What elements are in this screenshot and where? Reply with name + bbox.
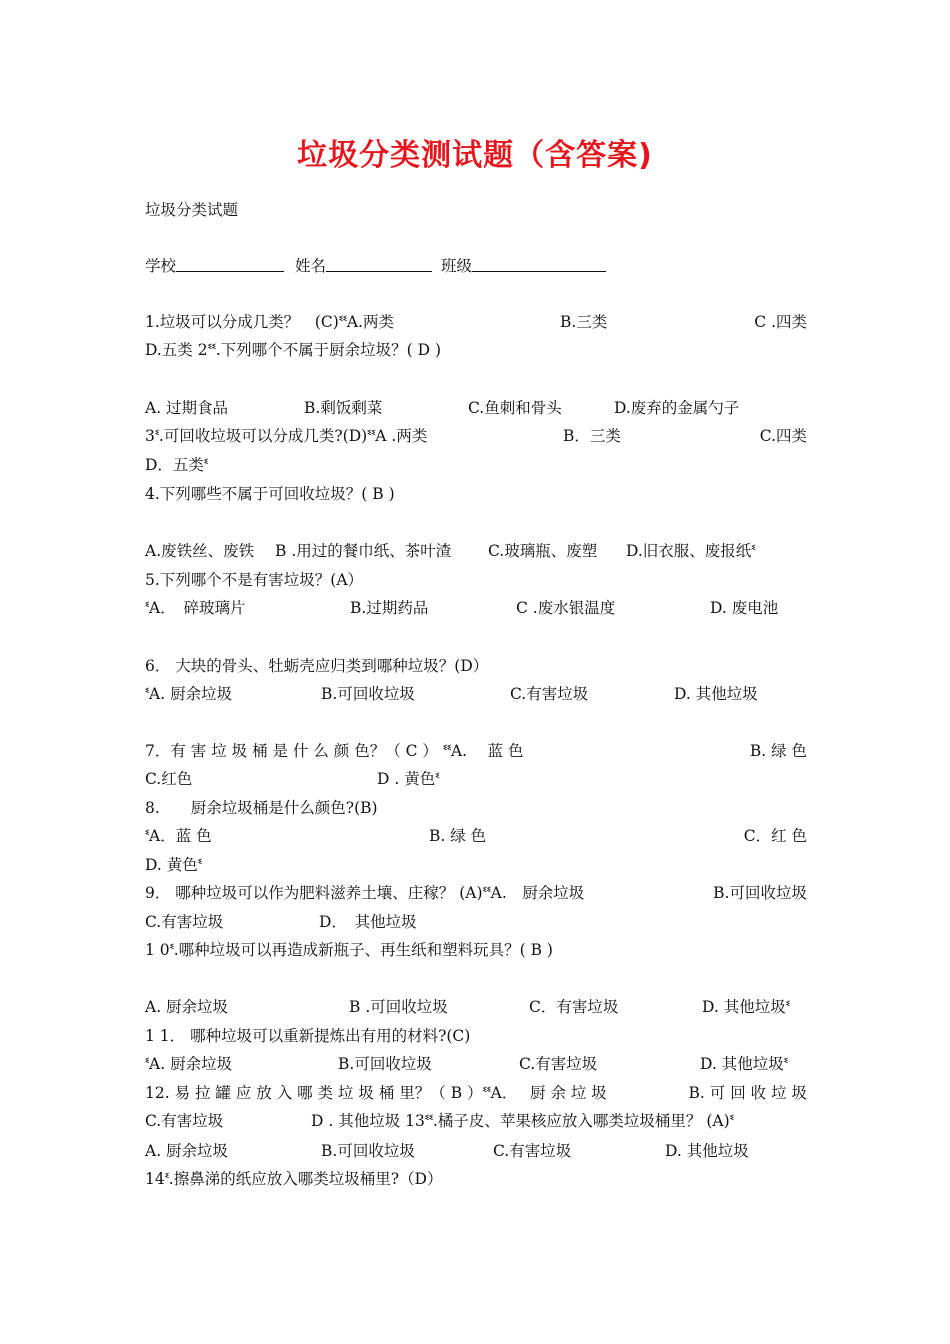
question-line: 1 0ᓫ.哪种垃圾可以再造成新瓶子、再生纸和塑料玩具？( B ) xyxy=(145,941,553,959)
options-line: C.有害垃圾 D． 其他垃圾 xyxy=(145,913,417,931)
options-line: ᓫA. 厨余垃圾 B.可回收垃圾 C.有害垃圾 D. 其他垃圾ᓫ xyxy=(145,1055,788,1073)
question-line: 7．有 害 垃 圾 桶 是 什 么 颜 色？（ C ） ᓫᓫA. 蓝 色 B. 绿 色 xyxy=(145,742,807,760)
school-blank xyxy=(176,255,284,272)
class-label: 班级 xyxy=(441,257,473,275)
question-line: C.有害垃圾 D . 其他垃圾 13ᓫᓫ.橘子皮、苹果核应放入哪类垃圾桶里？ (A)ᓫ xyxy=(145,1112,734,1130)
question-line: 8. 厨余垃圾桶是什么颜色?(B) xyxy=(145,799,378,817)
options-line: ᓫA． 碎玻璃片 B.过期药品 C .废水银温度 D. 废电池 xyxy=(145,599,779,617)
question-line: 3ᓫ.可回收垃圾可以分成几类?(D)ᓫᓫA .两类 B．三类 C.四类 xyxy=(145,427,807,445)
options-line: ᓫA. 厨余垃圾 B.可回收垃圾 C.有害垃圾 D. 其他垃圾 xyxy=(145,685,758,703)
question-line: 14ᓫ.擦鼻涕的纸应放入哪类垃圾桶里?（D） xyxy=(145,1170,443,1188)
question-line: 4.下列哪些不属于可回收垃圾？( B ) xyxy=(145,485,395,503)
school-label: 学校 xyxy=(145,257,177,275)
options-line: ᓫA．蓝 色 B. 绿 色 C．红 色 xyxy=(145,827,807,845)
subtitle: 垃圾分类试题 xyxy=(145,201,239,219)
question-line: 6． 大块的骨头、牡蛎壳应归类到哪种垃圾？(D） xyxy=(145,657,489,675)
options-line: A. 厨余垃圾 B .可回收垃圾 C．有害垃圾 D. 其他垃圾ᓫ xyxy=(145,998,790,1016)
options-line: A. 厨余垃圾 B.可回收垃圾 C.有害垃圾 D. 其他垃圾 xyxy=(145,1142,749,1160)
question-line: 1 1． 哪种垃圾可以重新提炼出有用的材料?(C) xyxy=(145,1027,471,1045)
question-line: D.五类 2ᓫᓫ.下列哪个不属于厨余垃圾？( D ) xyxy=(145,341,442,359)
options-line: A.废铁丝、废铁 B .用过的餐巾纸、茶叶渣 C.玻璃瓶、废塑 D.旧衣服、废报纸ᓫ xyxy=(145,542,756,560)
header-fields xyxy=(145,255,807,277)
question-line: 12. 易 拉 罐 应 放 入 哪 类 垃 圾 桶 里？（ B ）ᓫᓫA． 厨 余 垃 圾 B. 可 回 收 垃 圾 xyxy=(145,1084,807,1102)
name-blank xyxy=(326,255,432,272)
question-line: 1.垃圾可以分成几类？ (C)ᓫᓫA.两类 B.三类 C .四类 xyxy=(145,313,807,331)
class-blank xyxy=(472,255,606,272)
question-line: 9． 哪种垃圾可以作为肥料滋养土壤、庄稼？ (A)ᓫᓫA. 厨余垃圾 B.可回收垃圾 xyxy=(145,884,807,902)
options-line: D．五类ᓫ xyxy=(145,456,208,474)
options-line: A. 过期食品 B.剩饭剩菜 C.鱼刺和骨头 D.废弃的金属勺子 xyxy=(145,399,740,417)
name-label: 姓名 xyxy=(295,257,327,275)
page-title: 垃圾分类测试题（含答案) xyxy=(297,138,653,173)
options-line: C.红色 D . 黄色ᓫ xyxy=(145,770,440,788)
options-line: D. 黄色ᓫ xyxy=(145,856,202,874)
question-line: 5.下列哪个不是有害垃圾？(A） xyxy=(145,571,364,589)
